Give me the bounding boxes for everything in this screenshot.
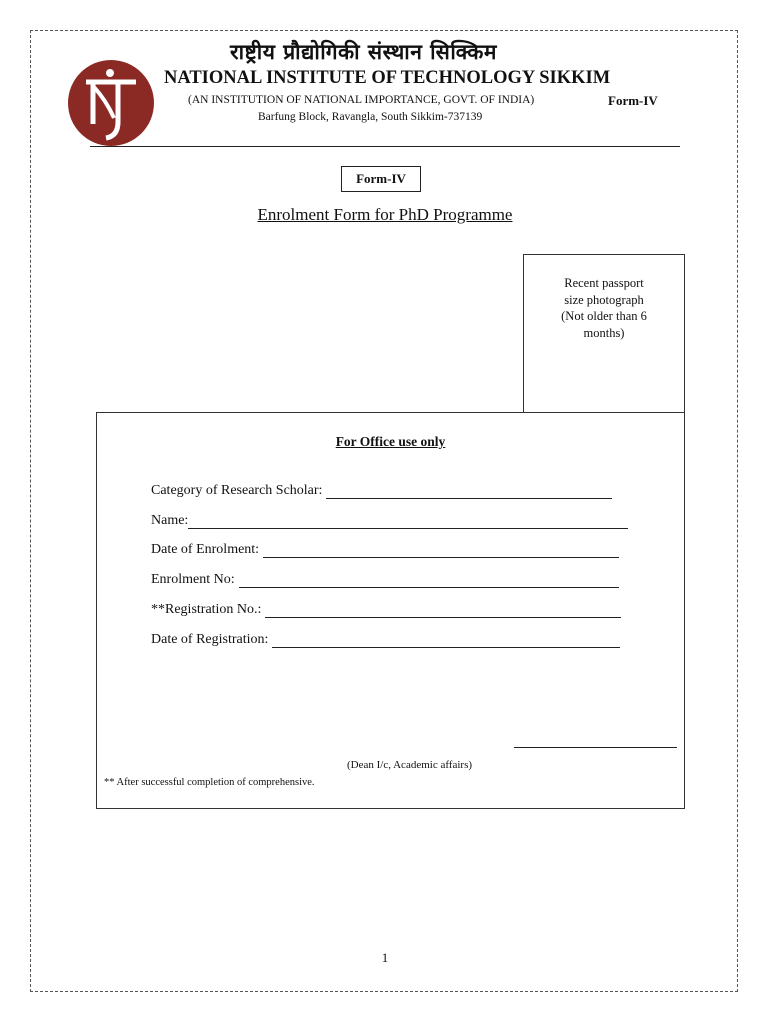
field-category [151, 483, 612, 499]
photo-instruction-line: Recent passport [564, 276, 644, 290]
enrolment-date-input-line[interactable] [263, 543, 619, 558]
name-input-line[interactable] [188, 514, 628, 529]
photo-instruction-line: months) [583, 325, 625, 340]
field-date-of-enrolment [151, 542, 619, 558]
institute-name: NATIONAL INSTITUTE OF TECHNOLOGY SIKKIM [164, 68, 611, 88]
photograph-box [523, 254, 685, 413]
form-number-tag: Form-IV [608, 93, 658, 108]
category-input-line[interactable] [326, 484, 612, 499]
office-use-section [96, 412, 685, 809]
header-divider [90, 146, 680, 147]
page-number: 1 [381, 950, 389, 965]
institute-hindi-name: राष्ट्रीय प्रौद्योगिकी संस्थान सिक्किम [230, 40, 497, 64]
field-label: Category of Research Scholar: [151, 483, 323, 498]
signature-caption: (Dean I/c, Academic affairs) [347, 759, 473, 771]
field-label: **Registration No.: [151, 602, 262, 617]
footnote: ** After successful completion of comprehensive. [104, 777, 315, 788]
nit-sikkim-logo [66, 60, 156, 146]
document-title: Enrolment Form for PhD Programme [257, 205, 513, 224]
field-label: Name: [151, 513, 189, 528]
field-label: Date of Enrolment: [151, 542, 260, 557]
institute-address: Barfung Block, Ravangla, South Sikkim-737139 [258, 111, 483, 123]
photo-instruction-line: size photograph [564, 292, 644, 307]
institute-subtitle: (AN INSTITUTION OF NATIONAL IMPORTANCE, GOVT. OF INDIA) [188, 94, 535, 106]
photo-instruction-line: (Not older than 6 [561, 309, 647, 323]
field-label: Enrolment No: [151, 572, 235, 587]
office-use-title: For Office use only [335, 434, 446, 449]
registration-no-input-line[interactable] [265, 603, 621, 618]
form-number-box: Form-IV [341, 166, 421, 192]
field-name [151, 513, 628, 529]
registration-date-input-line[interactable] [272, 633, 620, 648]
signature-line[interactable] [514, 747, 677, 748]
enrolment-no-input-line[interactable] [239, 573, 619, 588]
field-enrolment-no [151, 572, 619, 588]
field-date-of-registration [151, 632, 620, 648]
field-label: Date of Registration: [151, 632, 269, 647]
field-registration-no [151, 602, 621, 618]
